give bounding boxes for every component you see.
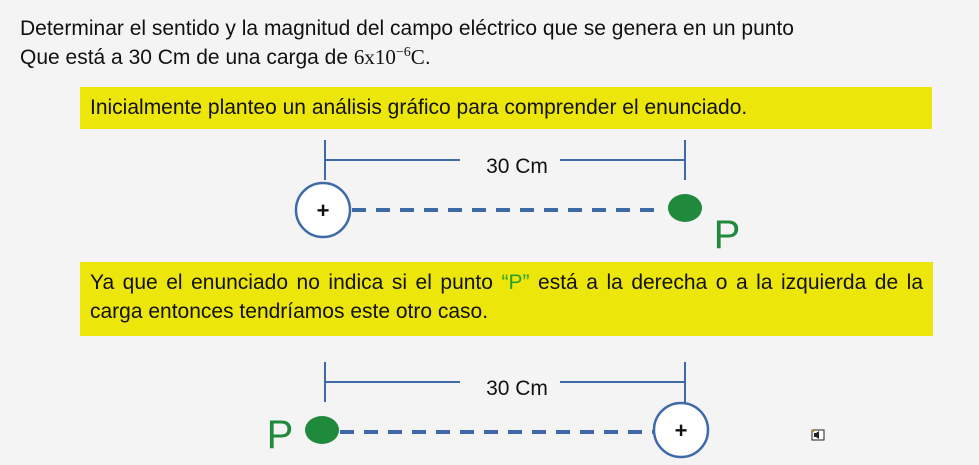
charge-symbol: + <box>674 418 688 443</box>
charge-value-exponent: −6 <box>395 45 411 60</box>
problem-line-2-end: . <box>424 46 431 69</box>
charge-value-base: 6x10 <box>353 45 396 69</box>
distance-label: 30 Cm <box>486 155 548 178</box>
point-p-dot <box>668 194 702 222</box>
callout-analysis-text: Inicialmente planteo un análisis gráfico para comprender el enunciado. <box>90 96 748 119</box>
callout-other-case-text-1: Ya que el enunciado no indica si el punto <box>90 271 502 294</box>
charge-symbol: + <box>316 198 330 223</box>
diagram-charge-left <box>296 140 740 257</box>
problem-line-1: Determinar el sentido y la magnitud del campo eléctrico que se genera en un punto <box>20 17 794 40</box>
charge-value-unit: C <box>410 45 425 69</box>
speaker-icon[interactable] <box>811 429 825 441</box>
point-p-label: P <box>266 413 294 457</box>
point-p-dot <box>305 416 339 444</box>
callout-other-case-text-2: está a la derecha o a la izquierda de la carga entonces tendríamos este otro caso. <box>90 271 924 323</box>
callout-point-name: “P” <box>501 271 530 294</box>
distance-label: 30 Cm <box>486 377 548 400</box>
problem-line-2-text: Que está a 30 Cm de una carga de <box>20 46 354 69</box>
diagram-charge-right <box>267 362 708 457</box>
point-p-label: P <box>713 213 741 257</box>
